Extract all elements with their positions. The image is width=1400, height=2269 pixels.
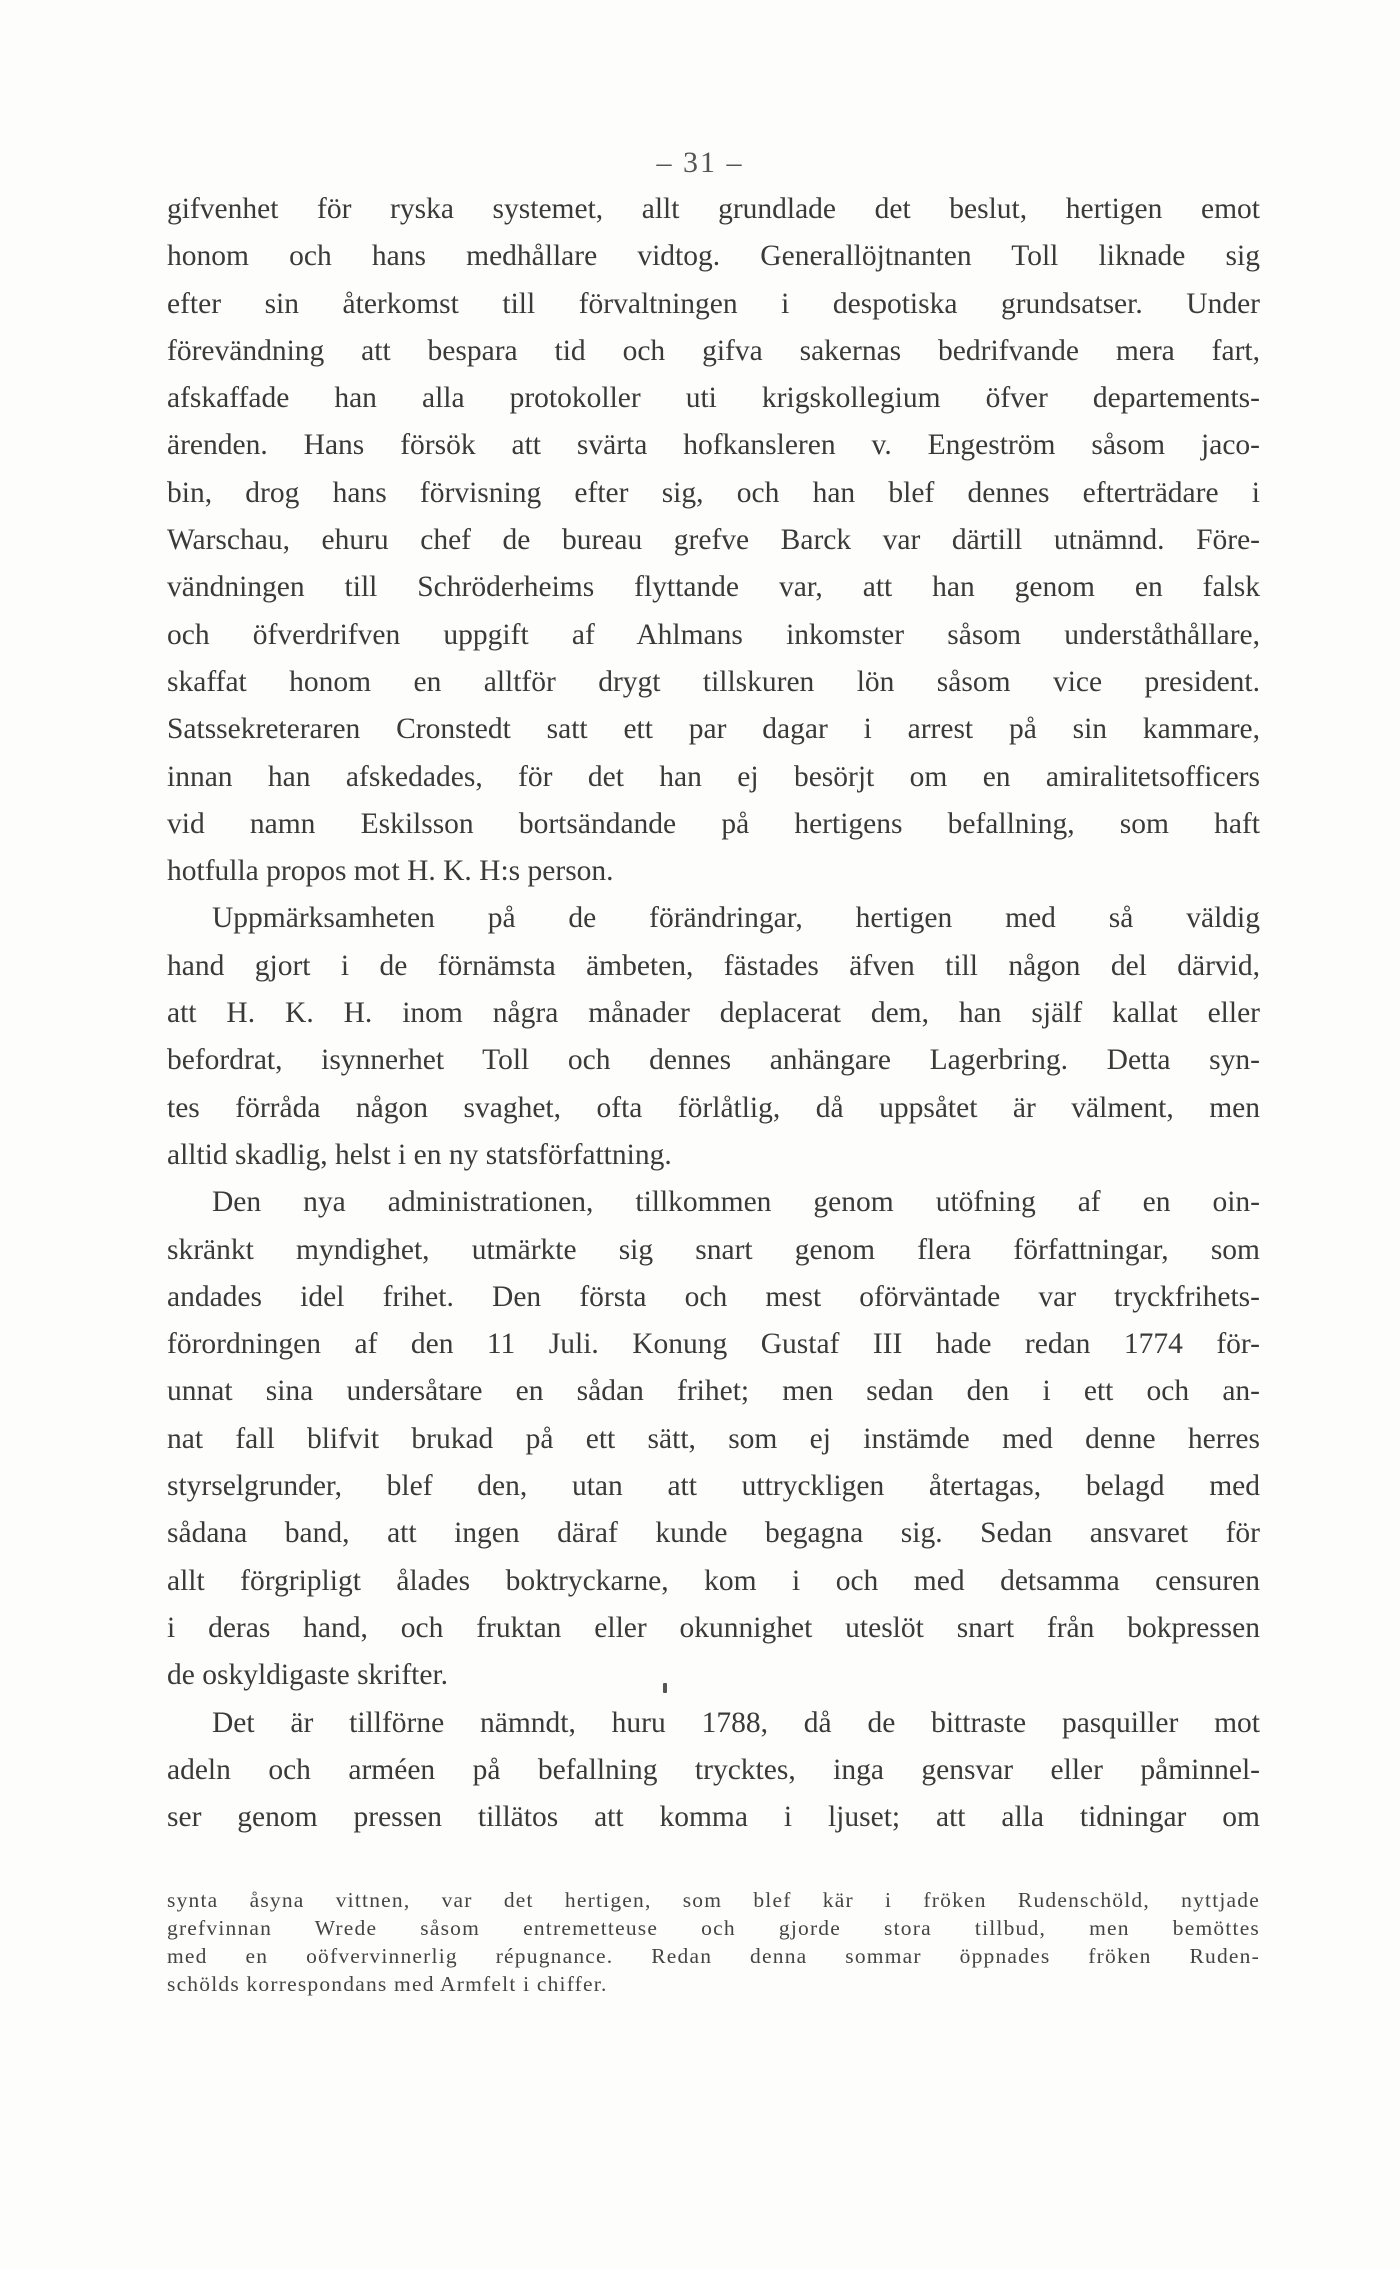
footnote-line: grefvinnan Wrede såsom entremetteuse och gjorde stora tillbud, men bemöttes — [167, 1916, 1260, 1940]
text-line: i deras hand, och fruktan eller okunnighet uteslöt snart från bokpressen — [167, 1611, 1260, 1644]
text-line: innan han afskedades, för det han ej besörjt om en amiralitetsofficers — [167, 760, 1260, 793]
text-line: allt förgripligt ålades boktryckarne, kom i och med detsamma censuren — [167, 1564, 1260, 1597]
footnote — [167, 1886, 1260, 1998]
text-line: skränkt myndighet, utmärkte sig snart genom flera författningar, som — [167, 1233, 1260, 1266]
text-line: att H. K. H. inom några månader deplacerat dem, han själf kallat eller — [167, 997, 1260, 1030]
text-line: andades idel frihet. Den första och mest oförväntade var tryckfrihets- — [167, 1280, 1260, 1313]
footnote-line: med en oöfvervinnerlig répugnance. Redan denna sommar öppnades fröken Ruden- — [167, 1944, 1260, 1968]
text-line: vid namn Eskilsson bortsändande på hertigens befallning, som haft — [167, 807, 1260, 840]
text-line: förevändning att bespara tid och gifva sakernas bedrifvande mera fart, — [167, 334, 1260, 367]
text-line: ärenden. Hans försök att svärta hofkansleren v. Engeström såsom jaco- — [167, 429, 1260, 462]
text-line: alltid skadlig, helst i en ny statsförfattning. — [167, 1138, 672, 1171]
text-line: nat fall blifvit brukad på ett sätt, som ej instämde med denne herres — [167, 1422, 1260, 1455]
text-line: gifvenhet för ryska systemet, allt grundlade det beslut, hertigen emot — [167, 193, 1260, 225]
text-line: befordrat, isynnerhet Toll och dennes anhängare Lagerbring. Detta syn- — [167, 1044, 1260, 1077]
text-line: Warschau, ehuru chef de bureau grefve Barck var därtill utnämnd. Före- — [167, 524, 1260, 557]
text-line: efter sin återkomst till förvaltningen i despotiska grundsatser. Under — [167, 287, 1260, 320]
text-line: adeln och arméen på befallning trycktes, inga gensvar eller påminnel- — [167, 1753, 1260, 1786]
text-line: tes förråda någon svaghet, ofta förlåtlig, då uppsåtet är välment, men — [167, 1091, 1260, 1124]
text-line: hand gjort i de förnämsta ämbeten, fästades äfven till någon del därvid, — [167, 949, 1260, 982]
footnote-line: synta åsyna vittnen, var det hertigen, som blef kär i fröken Rudenschöld, nyttjade — [167, 1888, 1260, 1912]
text-line: förordningen af den 11 Juli. Konung Gustaf III hade redan 1774 för- — [167, 1328, 1260, 1361]
text-line: Det är tillförne nämndt, huru 1788, då de bittraste pasquiller mot — [212, 1706, 1260, 1739]
text-line: honom och hans medhållare vidtog. Generallöjtnanten Toll liknade sig — [167, 240, 1260, 273]
print-mark — [663, 1683, 667, 1693]
text-line: skaffat honom en alltför drygt tillskuren lön såsom vice president. — [167, 665, 1260, 698]
text-line: ser genom pressen tillätos att komma i ljuset; att alla tidningar om — [167, 1801, 1260, 1834]
text-line: unnat sina undersåtare en sådan frihet; men sedan den i ett och an- — [167, 1375, 1260, 1408]
text-line: och öfverdrifven uppgift af Ahlmans inkomster såsom underståthållare, — [167, 618, 1260, 651]
text-line: bin, drog hans förvisning efter sig, och han blef dennes efterträdare i — [167, 476, 1260, 509]
text-line: sådana band, att ingen däraf kunde begagna sig. Sedan ansvaret för — [167, 1517, 1260, 1550]
text-line: afskaffade han alla protokoller uti krigskollegium öfver departements- — [167, 382, 1260, 415]
main-text — [167, 186, 1260, 1841]
text-line: Satssekreteraren Cronstedt satt ett par dagar i arrest på sin kammare, — [167, 713, 1260, 746]
text-line: hotfulla propos mot H. K. H:s person. — [167, 855, 614, 888]
text-line: Den nya administrationen, tillkommen genom utöfning af en oin- — [212, 1186, 1260, 1219]
text-line: Uppmärksamheten på de förändringar, hertigen med så väldig — [212, 902, 1260, 935]
footnote-line: schölds korrespondans med Armfelt i chiffer. — [167, 1972, 608, 1996]
text-line: de oskyldigaste skrifter. — [167, 1659, 449, 1692]
text-line: vändningen till Schröderheims flyttande var, att han genom en falsk — [167, 571, 1260, 604]
text-line: styrselgrunder, blef den, utan att uttryckligen återtagas, belagd med — [167, 1470, 1260, 1503]
page-number: – 31 – — [656, 146, 744, 179]
